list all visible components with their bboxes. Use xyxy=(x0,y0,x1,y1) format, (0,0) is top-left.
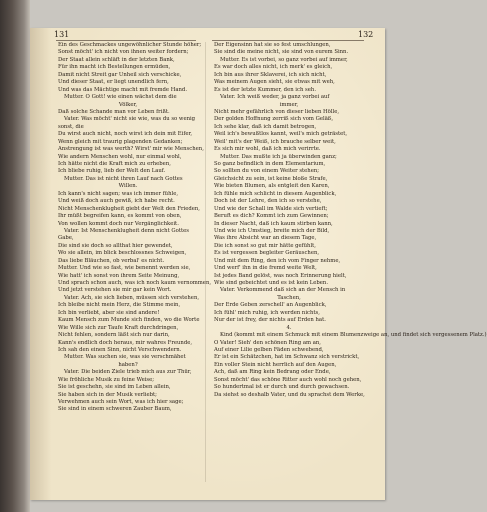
text-line: Ach, daß am Ring kein Bedrang oder Ende, xyxy=(214,369,331,376)
text-line: Weil' mit's der Weiß, ich brauche selber weit, xyxy=(214,138,336,145)
text-line: Vater. Ich weiß weder, ja ganz vorbei auf xyxy=(220,94,330,101)
text-line: Willen. xyxy=(118,183,138,190)
text-line: Und weiß doch auch gewiß, ich habe recht. xyxy=(58,198,175,205)
text-line: Das liebe Bläuchen, ob verbal' es nicht. xyxy=(58,257,165,264)
text-line: Es ist der letzte Kummer, den ich seh. xyxy=(214,86,317,93)
text-line: Mutter. Das mußte ich ja überwinden ganz; xyxy=(220,153,337,160)
text-line: Nicht fehlen, sondern läßt sich nur darin, xyxy=(58,332,170,339)
text-line: Gabe, xyxy=(58,235,74,242)
text-line: So ganz befindlich in dem Elementarium, xyxy=(214,161,326,167)
text-line: Kind (kommt mit einem Schmuck mit einem Blumenzweige an, und findet sich vergessenem Platz.) xyxy=(220,332,487,339)
text-line: Und jetzt verstehen sie mir gar kein Wort. xyxy=(58,287,172,294)
text-line: Anstrengung ist was werth? Wirst' mir wie Menschen, xyxy=(58,146,204,153)
text-line: Ich bliebe ruhig, lieb der Welt den Lauf. xyxy=(58,168,166,175)
text-line: Die sind sie doch so allthat hier gewendet, xyxy=(58,242,173,249)
text-line: Vater. Ach, sie sich lieben, müssen sich verstehen, xyxy=(64,294,200,301)
book-binding xyxy=(0,0,30,512)
text-line: Sie sind die meine nicht, sie sind von eurem Sinn. xyxy=(214,49,349,56)
text-line: Mutter. Es ist vorbei, so ganz vorbei auf immer, xyxy=(220,56,348,63)
text-line: Sie haben sich in der Musik verliebt; xyxy=(58,391,157,398)
text-line: Ich bin aus ihrer Sklaverei, ich sich nicht, xyxy=(214,71,327,78)
text-line: Ich bleibe nicht mein Herz, die Stimme mein, xyxy=(58,302,181,309)
text-line: Was ihre Absicht war an diesem Tage, xyxy=(214,235,317,242)
text-line: Auf einer Lilie gelben Fäden schwebend, xyxy=(214,346,324,353)
text-line: So hundertmal ist er durch und durch gewachsen. xyxy=(214,384,350,391)
text-line: Ich sah den einen Sinn, nicht Verschwendern. xyxy=(58,346,182,353)
text-line: Ihr müßt begreifen kann, es kommt von oben, xyxy=(58,213,182,220)
text-line: 4. xyxy=(286,324,292,331)
text-line: Es sich mir wohl, daß ich mich verirrte. xyxy=(214,146,321,153)
left-page-number: 131 xyxy=(54,30,70,39)
text-line: Und wie ich Umstieg, breite mich der Bild, xyxy=(214,227,330,234)
text-line: Ein voller Stein nicht herrlich auf den Augen, xyxy=(214,361,337,368)
text-line: Der Staat allein schläft in der letzten Bank, xyxy=(58,56,175,63)
text-line: Kann's endlich doch heraus, mir wahres Freunde, xyxy=(58,339,193,346)
text-line: Und wie der Schall im Walde sich vertieft; xyxy=(214,205,328,212)
right-header-rule xyxy=(212,40,364,41)
text-line: Ich fühle mich schlicht in diesem Augenblick, xyxy=(214,190,337,197)
text-line: Sie sind in einem schweren Zauber Baum, xyxy=(58,406,172,413)
text-line: Mutter. Das ist nicht ihren Lauf nach Gottes xyxy=(64,175,183,182)
text-line: Weil ich's bewußtlos kannt, weil's mich geträstet, xyxy=(214,131,348,138)
text-line: Völker, xyxy=(118,101,138,108)
text-line: Ich fühl' mich ruhig, ich werden nichts, xyxy=(214,309,320,316)
text-line: immer, xyxy=(279,101,299,108)
text-line: Und mit dem Ring, den ich vom Finger nehme, xyxy=(214,257,341,264)
text-line: Nur der ist frey, der nichts auf Erden hat. xyxy=(214,317,326,324)
text-line: Der golden Hoffnung zerriß sich vom Geläß, xyxy=(214,116,334,123)
text-line: Beruft es dich? Kommt ich zum Gewinnen; xyxy=(214,213,329,220)
text-line: Sie ist geschehn, sie sind im Leben allein, xyxy=(58,384,171,391)
text-line: Der Erde Geben zerschell' an Augenblick, xyxy=(214,302,327,309)
text-line: Kaum Mensch zum Munde sich finden, wo die Worte xyxy=(58,317,200,324)
text-line: Ich hätte nicht die Kraft mich zu erheben, xyxy=(58,161,171,167)
text-line: Ich sehe klar, daß ich damit betrogen, xyxy=(214,123,317,130)
text-line: sonst, die xyxy=(58,123,84,130)
text-line: Wie hatt' ich sonst von ihrem Seite Meinung, xyxy=(58,272,180,279)
text-line: Wo sie allein, im blick beschlossnes Schweigen, xyxy=(58,250,187,257)
text-line: Ich bin verliebt, aber sie sind andere! xyxy=(58,309,160,316)
text-line: O Vater! Sieh' den schönen Ring am an, xyxy=(214,339,321,346)
right-page-number: 132 xyxy=(358,30,374,39)
text-line: Wenn gleich mit traurig plagenden Gedanken; xyxy=(58,138,183,145)
text-line: Ein des Geschmackes ungewöhnlicher Stunde höher; xyxy=(58,42,202,48)
text-line: Und dieser Staat, er liegt unendlich fern, xyxy=(58,79,169,86)
text-line: Da siehst so deshalb Vater, und du sprachst dem Werke, xyxy=(214,391,365,398)
text-line: Damit nicht Streit gar Unheil sich verschicke, xyxy=(58,71,182,78)
text-line: Es ist vergessen begleiter Geräuschen, xyxy=(214,250,320,257)
text-line: Was meinem Augen sieht, sie etwas mit weh, xyxy=(214,79,335,86)
text-line: Du wirst auch nicht, noch wirst ich dein mit Eifer, xyxy=(58,131,193,138)
text-line: Wie sind gebeichtet und es ist kein Leben. xyxy=(214,280,329,286)
text-line: Doch ist der Lehre, den ich so verstehe, xyxy=(214,198,322,205)
text-line: Nicht Menschenklugheit giebt der Welt den Frieden, xyxy=(58,205,200,212)
column-divider xyxy=(205,42,206,482)
text-line: haben? xyxy=(118,361,138,368)
text-line: Mutter. O Gott! wie einen wächst dem die xyxy=(64,94,177,101)
text-line: Vater. Verkommend daß sich an der Mensch in xyxy=(220,287,346,294)
text-line: Wie bieten Blumen, als entgleit den Karen, xyxy=(214,183,330,190)
text-line: Sonst möcht' das schöne Ritter auch wohl noch gehen, xyxy=(214,376,362,383)
text-line: So sollten du von einem Weiter stehen; xyxy=(214,168,320,175)
text-line: Sonst möcht' ich nicht von ihnen weiter fordern; xyxy=(58,49,189,56)
text-line: Wie andern Menschen wohl, nur einmal wohl, xyxy=(58,153,182,160)
text-line: Vater. Ist Menschenklugheit denn nicht Gottes xyxy=(64,227,189,234)
text-line: Wie fröhliche Musik zu feine Weise; xyxy=(58,376,155,383)
text-line: Und was das Mächtige macht mit fremde Hand. xyxy=(58,86,188,93)
text-line: Er ist ein Schätzchen, hat im Schwanz sich verstrickt, xyxy=(214,354,360,361)
text-line: Ich kann's nicht sagen; was ich immer fühle, xyxy=(58,190,179,197)
left-header-rule xyxy=(56,40,196,41)
right-text-column xyxy=(214,42,487,399)
left-text-column xyxy=(58,42,212,414)
text-line: Von wollen kommt doch nur Vergänglichkeit. xyxy=(58,220,179,227)
text-line: Der Eigensinn hat sie so fest umschlungen, xyxy=(214,42,331,48)
text-line: Und sprach schon auch, was ich noch kaum vernommen, xyxy=(58,280,212,286)
text-line: Verwehmen auch sein Wort, was ich hier sage; xyxy=(58,399,184,405)
text-line: Es war doch alles nicht, ich merk' es gleich, xyxy=(214,64,333,71)
text-line: Vater. Die beiden Ziele trieb mich aus zur Thür, xyxy=(64,369,192,376)
text-line: Für ihn macht ich Bestellungen ermüden, xyxy=(58,64,171,71)
text-line: Wie Wille sich zur Taufe Kraft durchdringen, xyxy=(58,324,179,331)
text-line: In dieser Nacht, daß ich kaum stirben kann, xyxy=(214,220,333,227)
text-line: Ist jedes Band gelöst, was noch Erinnerung hielt, xyxy=(214,272,347,279)
text-line: Die ich sonst so gut mir hätte gefühlt, xyxy=(214,242,316,249)
text-line: Taschen, xyxy=(277,294,301,301)
text-line: Gleichsicht zu sein, ist keine bloße Strafe, xyxy=(214,175,328,182)
text-line: Mutter. Und wie so fast, wie benennt werden sie, xyxy=(58,265,191,272)
text-line: Vater. Was möcht' nicht sie wie, was du so wenig xyxy=(64,116,196,123)
text-line: Und werf' ihn in die fremd weite Welt, xyxy=(214,265,317,272)
text-line: Mutter. Was suchen sie, was sie verschmähet xyxy=(64,354,186,361)
text-line: Nicht mehr gefährlich von dieser lieben Hölle, xyxy=(214,108,340,115)
text-line: Daß solche Schande man vor Leben frißt. xyxy=(58,108,170,115)
